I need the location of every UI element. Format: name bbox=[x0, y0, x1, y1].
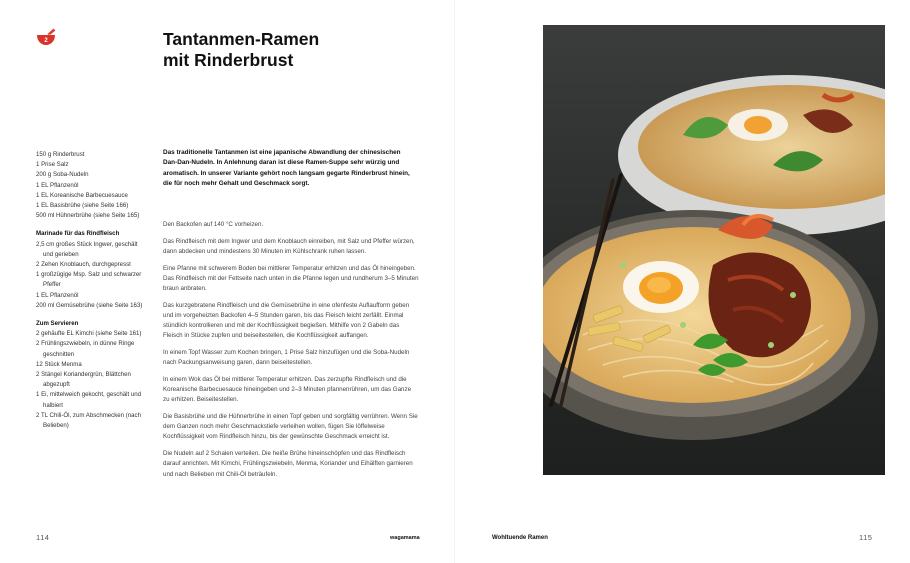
chapter-number: 2 bbox=[44, 38, 48, 44]
method-step: In einem Topf Wasser zum Kochen bringen, 1 Prise Salz hinzufügen und die Soba-Nudeln nach Packungsanweisung garen, dann beiseitestellen. bbox=[163, 349, 410, 367]
ingredient-item: 2 Zehen Knoblauch, durchgepresst bbox=[36, 261, 131, 269]
ingredient-item: 12 Stück Menma bbox=[36, 360, 82, 368]
method-step: Die Nudeln auf 2 Schalen verteilen. Die heiße Brühe hineinschöpfen und das Rindfleisch darauf anrichten. Mit Kimchi, Frühlingszwiebeln, Menma, Koriander und Eihälften garnieren und nach Belieben mit Chili-Öl beträufeln. bbox=[163, 450, 413, 478]
ingredients-list bbox=[36, 150, 146, 431]
ingredient-item: 1 EL Koreanische Barbecuesauce bbox=[36, 191, 128, 199]
recipe-title-line-2: mit Rinderbrust bbox=[163, 50, 294, 70]
ingredient-item: 1 EL Pflanzenöl bbox=[36, 291, 79, 299]
method-step: Den Backofen auf 140 °C vorheizen. bbox=[163, 221, 264, 228]
ingredient-item: 1 EL Pflanzenöl bbox=[36, 181, 79, 189]
ingredient-item: 1 EL Basisbrühe (siehe Seite 166) bbox=[36, 202, 129, 210]
page-number-right: 115 bbox=[859, 533, 873, 542]
serving-heading: Zum Servieren bbox=[36, 320, 79, 328]
brand-logo: wagamama bbox=[390, 535, 420, 541]
ingredient-item: 1 großzügige Msp. Salz und schwarzer Pfeffer bbox=[36, 271, 142, 289]
page-number-left: 114 bbox=[36, 533, 50, 542]
recipe-title-line-1: Tantanmen-Ramen bbox=[163, 29, 320, 49]
method-step: Die Basisbrühe und die Hühnerbrühe in einen Topf geben und sorgfältig verrühren. Wenn Sie dem Ganzen noch mehr Geschmackstiefe verleihen wollen, fügen Sie löffelweise Kochflüssigkeit vom Rindfleisch hinzu, bis der gewünschte Geschmack erreicht ist. bbox=[163, 413, 418, 441]
chapter-title: Wohltuende Ramen bbox=[492, 535, 548, 541]
ingredient-item: 2 gehäufte EL Kimchi (siehe Seite 161) bbox=[36, 330, 142, 338]
ingredient-item: 2 TL Chili-Öl, zum Abschmecken (nach Belieben) bbox=[36, 411, 141, 430]
method-step: Das Rindfleisch mit dem Ingwer und dem Knoblauch einreiben, mit Salz und Pfeffer würzen, dann abdecken und mindestens 30 Minuten im Kühlschrank ruhen lassen. bbox=[163, 237, 415, 255]
ramen-bowl-icon bbox=[36, 28, 56, 46]
ingredients-marinade bbox=[36, 240, 146, 311]
ingredient-item: 2,5 cm großes Stück Ingwer, geschält und gerieben bbox=[36, 240, 138, 258]
ingredient-item: 200 g Soba-Nudeln bbox=[36, 171, 89, 179]
ramen-bowl-photo bbox=[543, 25, 885, 475]
recipe-intro: Das traditionelle Tantanmen ist eine japanische Abwandlung der chinesischen Dan-Dan-Nudeln. In Anlehnung daran ist diese Ramen-Suppe sehr würzig und aromatisch. In unserer Variante gehört noch langsam gegarte Rinderbrust hinein, die für noch mehr Gehalt und Geschmack sorgt. bbox=[163, 149, 410, 187]
ingredient-item: 1 Prise Salz bbox=[36, 161, 69, 169]
method-steps bbox=[163, 220, 419, 486]
ingredient-item: 2 Frühlingszwiebeln, in dünne Ringe geschnitten bbox=[36, 340, 135, 358]
ingredient-item: 200 ml Gemüsebrühe (siehe Seite 163) bbox=[36, 301, 143, 309]
ingredients-serving bbox=[36, 329, 146, 431]
method-step: In einem Wok das Öl bei mittlerer Temperatur erhitzen. Das zerzupfte Rindfleisch und die Koreanische Barbecuesauce hineingeben und 2–3 Minuten pfannenrühren, um das Ganze zu erhitzen. Beiseitestellen. bbox=[163, 375, 412, 404]
recipe-title bbox=[163, 29, 319, 71]
method-step: Eine Pfanne mit schwerem Boden bei mittlerer Temperatur erhitzen und das Öl hineingeben. Das Rindfleisch mit der Fettseite nach unten in die Pfanne legen und rundherum 3–5 Minuten braun anbraten. bbox=[163, 264, 419, 293]
marinade-heading: Marinade für das Rindfleisch bbox=[36, 230, 120, 238]
ingredient-item: 1 Ei, mittelweich gekocht, geschält und halbiert bbox=[36, 391, 142, 409]
ingredient-item: 150 g Rinderbrust bbox=[36, 151, 85, 158]
ingredient-item: 500 ml Hühnerbrühe (siehe Seite 165) bbox=[36, 212, 140, 220]
ingredient-item: 2 Stängel Koriandergrün, Blättchen abgezupft bbox=[36, 371, 131, 389]
ingredients-main bbox=[36, 150, 146, 221]
method-step: Das kurzgebratene Rindfleisch und die Gemüsebrühe in eine ofenfeste Auflaufform geben und im vorgeheizten Backofen 4–5 Stunden garen, bis das Fleisch leicht zerfällt. Einmal stündlich kontrollieren und mit der Kochflüssigkeit begießen. Mithilfe von 2 Gabeln das Fleisch in Stücke zupfen und beiseitestellen, die Kochflüssigkeit auffangen. bbox=[163, 301, 410, 340]
